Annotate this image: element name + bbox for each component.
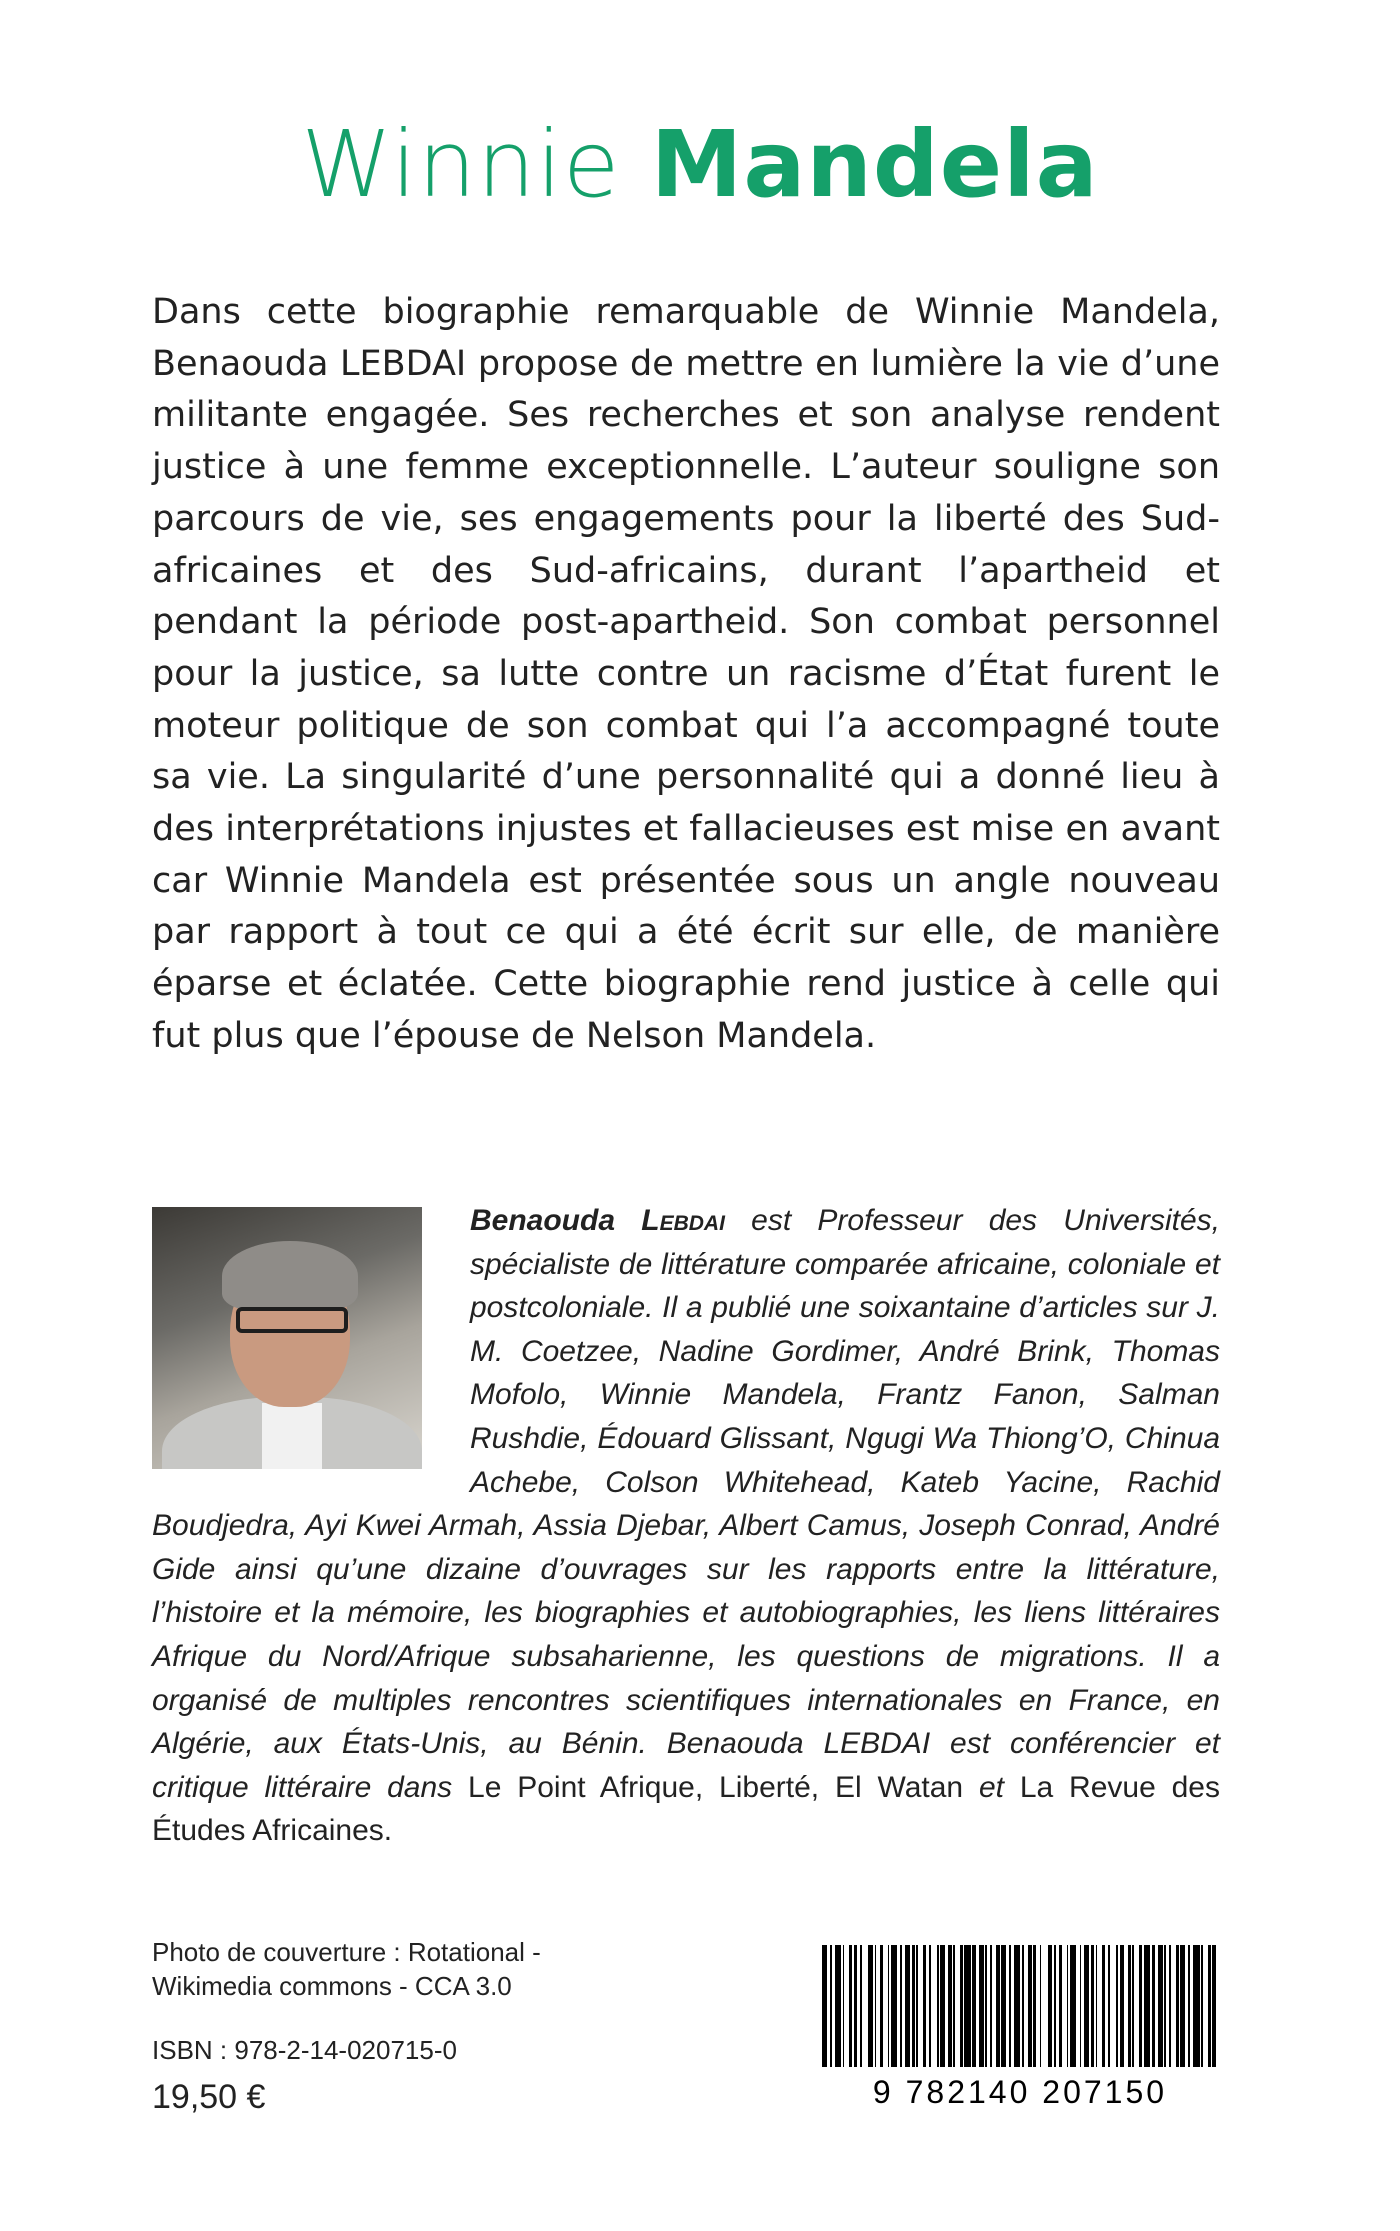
author-photo (152, 1207, 422, 1469)
author-name (470, 1204, 725, 1237)
photo-credit-line-1: Photo de couverture : Rotational - (152, 1937, 541, 1967)
barcode-bar (1116, 1945, 1118, 2069)
barcode-bar (1091, 1945, 1094, 2069)
barcode-bar (1144, 1945, 1150, 2069)
barcode-bar (923, 1945, 926, 2069)
barcode-bar (1152, 1945, 1155, 2069)
barcode-bar (1164, 1945, 1166, 2069)
barcode-bar (1009, 1945, 1011, 2069)
barcode-bar (960, 1945, 963, 2069)
barcode-bar (900, 1945, 902, 2069)
barcode-bar (835, 1945, 841, 2069)
isbn-number: ISBN : 978-2-14-020715-0 (152, 2035, 457, 2065)
bio-conjunction: et (963, 1770, 1020, 1804)
author-first-name: Benaouda (470, 1204, 616, 1237)
barcode-bar (1169, 1945, 1171, 2069)
photo-credit (152, 1935, 592, 2003)
barcode-bar (1054, 1945, 1056, 2069)
barcode-bar (905, 1945, 910, 2069)
barcode-bar (1048, 1945, 1053, 2069)
barcode-bar (1139, 1945, 1142, 2069)
title-last-name: Mandela (650, 111, 1099, 218)
barcode-bar (891, 1945, 897, 2069)
bio-end: . (383, 1814, 393, 1848)
barcode-bar (875, 1945, 877, 2069)
barcode-bar (912, 1945, 915, 2069)
barcode-bar (843, 1945, 845, 2069)
barcode-bar (860, 1945, 862, 2069)
barcode-bar (985, 1945, 987, 2069)
barcode-bar (948, 1945, 951, 2069)
barcode-bar (868, 1945, 873, 2069)
barcode-bar (1180, 1945, 1185, 2069)
barcode-bar (953, 1945, 955, 2069)
book-summary: Dans cette biographie remarquable de Winnie Mandela, Benaouda LEBDAI propose de mettre en lumière la vie d’une militante engagée. Ses recherches et son analyse rendent justice à une femme exceptionnelle. L’auteur souligne son parcours de vie, ses engagements pour la liberté des Sud-africaines et des Sud-africains, durant l’apartheid et pendant la période post-apartheid. Son combat personnel pour la justice, sa lutte contre un racisme d’État furent le moteur politique de son combat qui l’a accompagné toute sa vie. La singularité d’une personnalité qui a donné lieu à des interprétations injustes et fallacieuses est mise en avant car Winnie Mandela est présentée sous un angle nouveau par rapport à tout ce qui a été écrit sur elle, de manière éparse et éclatée. Cette biographie rend justice à celle qui fut plus que l’épouse de Nelson Mandela. (152, 292, 1220, 1056)
barcode-bar (1070, 1945, 1076, 2069)
barcode-bar (1059, 1945, 1062, 2069)
publication-list-2: La Revue des Études Africaines (152, 1770, 1220, 1848)
barcode-bar (916, 1945, 918, 2069)
barcode-bar (849, 1945, 852, 2069)
barcode-bar (1108, 1945, 1110, 2069)
barcode-bar (1188, 1945, 1190, 2069)
barcode-bar (1158, 1945, 1163, 2069)
barcode-bar (1193, 1945, 1199, 2069)
barcode-bar (940, 1945, 945, 2069)
book-title (0, 110, 1400, 220)
author-bio-text: est Professeur des Universités, spécialiste de littérature comparée africaine, coloniale et postcoloniale. Il a publié une soixantaine d’articles sur J. M. Coetzee, Nadine Gordimer, André Brink, Thomas Mofolo, Winnie Mandela, Frantz Fanon, Salman Rushdie, Édouard Glissant, Ngugi Wa Thiong’O, Chinua Achebe, Colson Whitehead, Kateb Yacine, Rachid Boudjedra, Ayi Kwei Armah, Assia Djebar, Albert Camus, Joseph Conrad, André Gide ainsi qu’une dizaine d’ouvrages sur les rapports entre la littérature, l’histoire et la mémoire, les biographies et autobiographies, les liens littéraires Afrique du Nord/Afrique subsaharienne, les questions de migrations. Il a organisé de multiples rencontres scientifiques internationales en France, en Algérie, aux États-Unis, au Bénin. Benaouda LEBDAI est conférencier et critique littéraire dans (152, 1204, 1220, 1804)
author-bio (152, 1199, 1220, 1853)
barcode-bar (1201, 1945, 1203, 2069)
barcode-bar (880, 1945, 883, 2069)
barcode-bar (979, 1945, 984, 2069)
barcode-bar (1176, 1945, 1179, 2069)
barcode-bar (1080, 1945, 1082, 2069)
barcode-bar (937, 1945, 939, 2069)
barcode-bar (1120, 1945, 1125, 2069)
barcode-bar (1040, 1945, 1042, 2069)
barcode-bar (1132, 1945, 1134, 2069)
author-last-name: Lebdai (641, 1204, 725, 1237)
barcode-bar (1001, 1945, 1006, 2069)
barcode-bar (1033, 1945, 1036, 2069)
price: 19,50 € (152, 2078, 266, 2116)
barcode-bar (1067, 1945, 1069, 2069)
barcode-bar (1128, 1945, 1131, 2069)
barcode-bar (972, 1945, 975, 2069)
photo-credit-line-2: Wikimedia commons - CCA 3.0 (152, 1971, 512, 2001)
barcode-bar (1028, 1945, 1031, 2069)
barcode-bar (888, 1945, 890, 2069)
barcode (820, 1945, 1220, 2125)
barcode-bar (1096, 1945, 1098, 2069)
barcode-bar (996, 1945, 999, 2069)
title-first-name: Winnie (301, 111, 621, 218)
publication-list-1: Le Point Afrique, Liberté, El Watan (468, 1770, 964, 1804)
barcode-digits: 9 782140 207150 (820, 2067, 1220, 2117)
barcode-bar (929, 1945, 931, 2069)
barcode-bar (990, 1945, 992, 2069)
barcode-bar (1102, 1945, 1105, 2069)
barcode-bar (1084, 1945, 1089, 2069)
barcode-bar (964, 1945, 970, 2069)
barcode-bar (854, 1945, 857, 2069)
